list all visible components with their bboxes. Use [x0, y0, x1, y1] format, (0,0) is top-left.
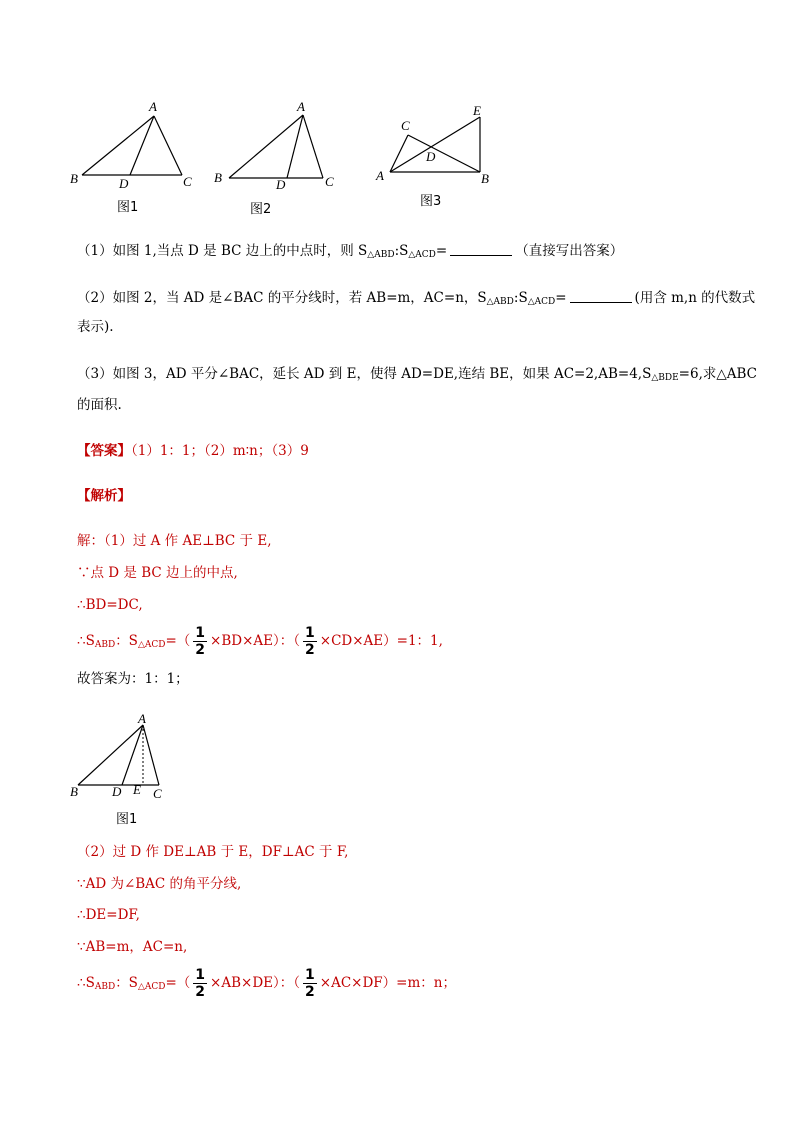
label-b: B	[70, 784, 78, 799]
label-c: C	[153, 786, 162, 801]
analysis-line-3: ∴BD=DC,	[77, 597, 143, 613]
fraction-half: $\frac{1}{2}$	[195, 625, 206, 658]
analysis-line-7: ∵AD 为∠BAC 的角平分线,	[77, 876, 242, 892]
label-e: E	[473, 103, 481, 118]
segment-ad	[130, 116, 154, 175]
fraction-half-2: $\frac{1}{2}$	[305, 967, 315, 1000]
question-1: （1）如图 1,当点 D 是 BC 边上的中点时，则 $S_{\triangle ABD}:S_{\triangle ACD}=$ （直接写出答案）	[77, 243, 624, 260]
answer-label: 【答案】	[77, 443, 131, 459]
analysis-line-9: ∵AB=m，AC=n,	[77, 939, 188, 955]
question-2-line2: 表示).	[77, 319, 114, 335]
label-b: B	[481, 171, 489, 186]
label-a: A	[297, 99, 305, 114]
figure-4-diagram	[62, 710, 182, 805]
fraction-half: $\frac{1}{2}$	[195, 967, 206, 1000]
figure-3-caption: 图3	[420, 194, 442, 209]
segment-ab	[78, 725, 143, 785]
figure-1-caption: 图1	[117, 200, 139, 215]
label-a: A	[138, 711, 146, 726]
segment-cb	[408, 135, 480, 172]
question-3-line2: 的面积.	[77, 397, 122, 413]
analysis-line-5: 故答案为：1：1；	[77, 671, 189, 687]
analysis-line-6: （2）过 D 作 DE⊥AB 于 E，DF⊥AC 于 F,	[77, 844, 349, 860]
answer-blank-1[interactable]	[450, 243, 512, 256]
analysis-label-line	[77, 487, 131, 505]
figure-3-diagram	[370, 95, 500, 195]
label-d: D	[426, 149, 436, 164]
analysis-line-2: ∵点 D 是 BC 边上的中点,	[77, 565, 238, 581]
label-e: E	[133, 782, 141, 797]
fraction-half-2: $\frac{1}{2}$	[305, 625, 315, 658]
answer-line	[77, 442, 309, 460]
analysis-label: 【解析】	[77, 488, 131, 504]
analysis-line-1: 解：（1）过 A 作 AE⊥BC 于 E,	[77, 533, 272, 549]
analysis-line-4: $\therefore S_{ABD}$：$S_{\triangle ACD}=$（ $\frac{1}{2}$ ×BD×AE）：（ $\frac{1}{2}$ ×CD×AE）=1：1,	[77, 625, 443, 658]
segment-ad	[287, 115, 303, 178]
label-d: D	[112, 784, 122, 799]
label-c: C	[183, 174, 192, 189]
figure-2-caption: 图2	[250, 202, 272, 217]
question-3: （3）如图 3，AD 平分∠BAC，延长 AD 到 E，使得 AD=DE,连结 BE，如果 $AC=2,AB=4,S_{\triangle BDE}=6$,求△ABC	[77, 366, 757, 383]
label-c: C	[325, 174, 334, 189]
analysis-line-8: ∴DE=DF,	[77, 907, 140, 923]
analysis-line-10: $\therefore S_{ABD}$：$S_{\triangle ACD}=$（ $\frac{1}{2}$ ×AB×DE）：（ $\frac{1}{2}$ ×AC×DF）=m：n；	[77, 967, 456, 1000]
segment-ac	[303, 115, 323, 178]
segment-ac	[154, 116, 182, 175]
label-d: D	[276, 177, 286, 192]
segment-ab	[229, 115, 303, 178]
answer-blank-2[interactable]	[570, 290, 632, 303]
segment-ab	[82, 116, 154, 175]
figure-4-caption: 图1	[116, 812, 138, 827]
label-a: A	[149, 99, 157, 114]
label-c: C	[401, 118, 410, 133]
segment-ac	[143, 725, 159, 785]
question-2: （2）如图 2，当 AD 是∠BAC 的平分线时，若 AB=m，AC=n，$S_{\triangle ABD}:S_{\triangle ACD}=$ (用含 m,n 的代数式	[77, 290, 756, 307]
figure-1-diagram	[60, 95, 210, 200]
answer-text: （1）1：1；（2）m∶n；（3）9	[131, 443, 309, 459]
label-a: A	[376, 168, 384, 183]
label-b: B	[214, 170, 222, 185]
figure-2-diagram	[205, 95, 345, 200]
label-b: B	[70, 171, 78, 186]
label-d: D	[119, 176, 129, 191]
